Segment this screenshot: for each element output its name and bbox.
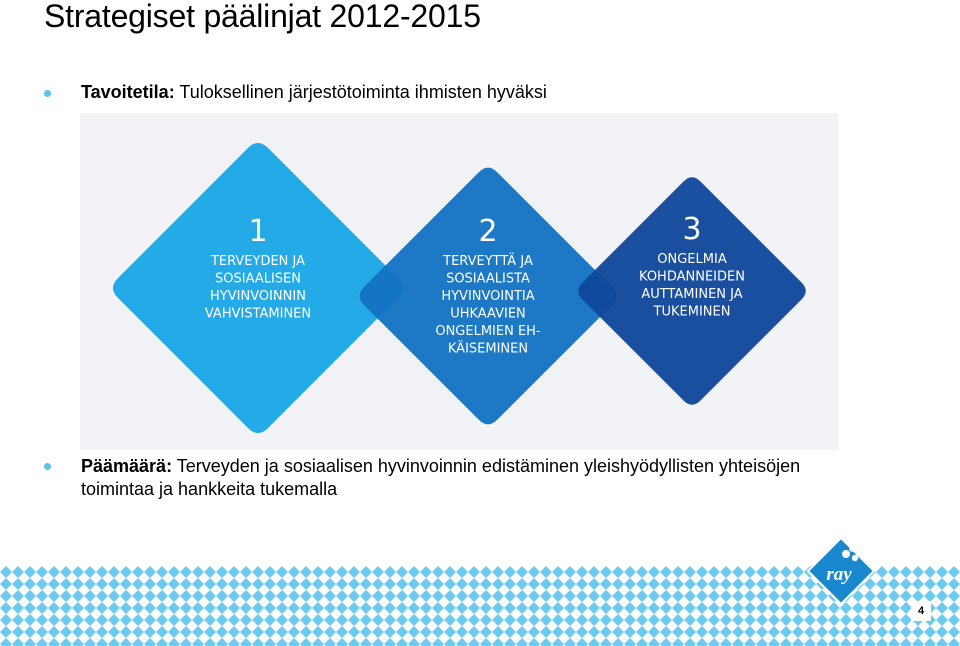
strategy-text-line: ONGELMIA bbox=[657, 252, 727, 267]
diagram-canvas bbox=[80, 113, 838, 450]
strategy-number: 1 bbox=[248, 214, 268, 249]
bullet-text bbox=[81, 455, 844, 501]
strategy-diamond bbox=[113, 143, 403, 433]
strategy-text-line: TERVEYTTÄ JA bbox=[443, 254, 533, 269]
logo-text: ray bbox=[826, 564, 852, 585]
strategy-text-line: HYVINVOINTIA bbox=[441, 289, 535, 304]
strategy-text-line: KÄISEMINEN bbox=[447, 341, 529, 357]
strategy-text-line: KOHDANNEIDEN bbox=[639, 269, 745, 285]
strategy-item-2 bbox=[360, 168, 617, 425]
bullet-paamaara bbox=[44, 455, 844, 501]
bullet-label: Päämäärä: bbox=[81, 456, 173, 476]
slide-title: Strategiset päälinjat 2012-2015 bbox=[44, 0, 481, 34]
bullet-icon bbox=[44, 90, 51, 97]
strategy-text-line: SOSIAALISEN bbox=[215, 271, 301, 287]
strategy-item-1 bbox=[113, 143, 403, 433]
page-number: 4 bbox=[911, 601, 931, 621]
strategy-number: 3 bbox=[682, 212, 702, 247]
bullet-body: Tuloksellinen järjestötoiminta ihmisten hyväksi bbox=[174, 82, 547, 102]
ray-logo-icon bbox=[806, 536, 876, 606]
bullet-tavoitetila bbox=[44, 82, 547, 103]
bullet-label: Tavoitetila: bbox=[81, 82, 175, 102]
strategy-text-line: VAHVISTAMINEN bbox=[204, 306, 312, 322]
bullet-text bbox=[81, 82, 547, 103]
strategy-text-line: SOSIAALISTA bbox=[446, 271, 530, 287]
strategy-text-line: AUTTAMINEN JA bbox=[641, 287, 743, 302]
strategy-text-line: TUKEMINEN bbox=[653, 304, 731, 320]
strategy-diagram bbox=[80, 113, 838, 450]
strategy-item-3 bbox=[578, 177, 806, 405]
bullet-body: Terveyden ja sosiaalisen hyvinvoinnin edistäminen yleishyödyllisten yhteisöjen toimintaa ja hankkeita tukemalla bbox=[81, 456, 801, 499]
bullet-icon bbox=[44, 463, 51, 470]
strategy-text-line: ONGELMIEN EH- bbox=[435, 324, 541, 339]
strategy-text-line: TERVEYDEN JA bbox=[210, 254, 306, 269]
strategy-text-line: HYVINVOINNIN bbox=[210, 289, 306, 304]
strategy-number: 2 bbox=[478, 214, 498, 249]
strategy-text-line: UHKAAVIEN bbox=[450, 306, 526, 322]
